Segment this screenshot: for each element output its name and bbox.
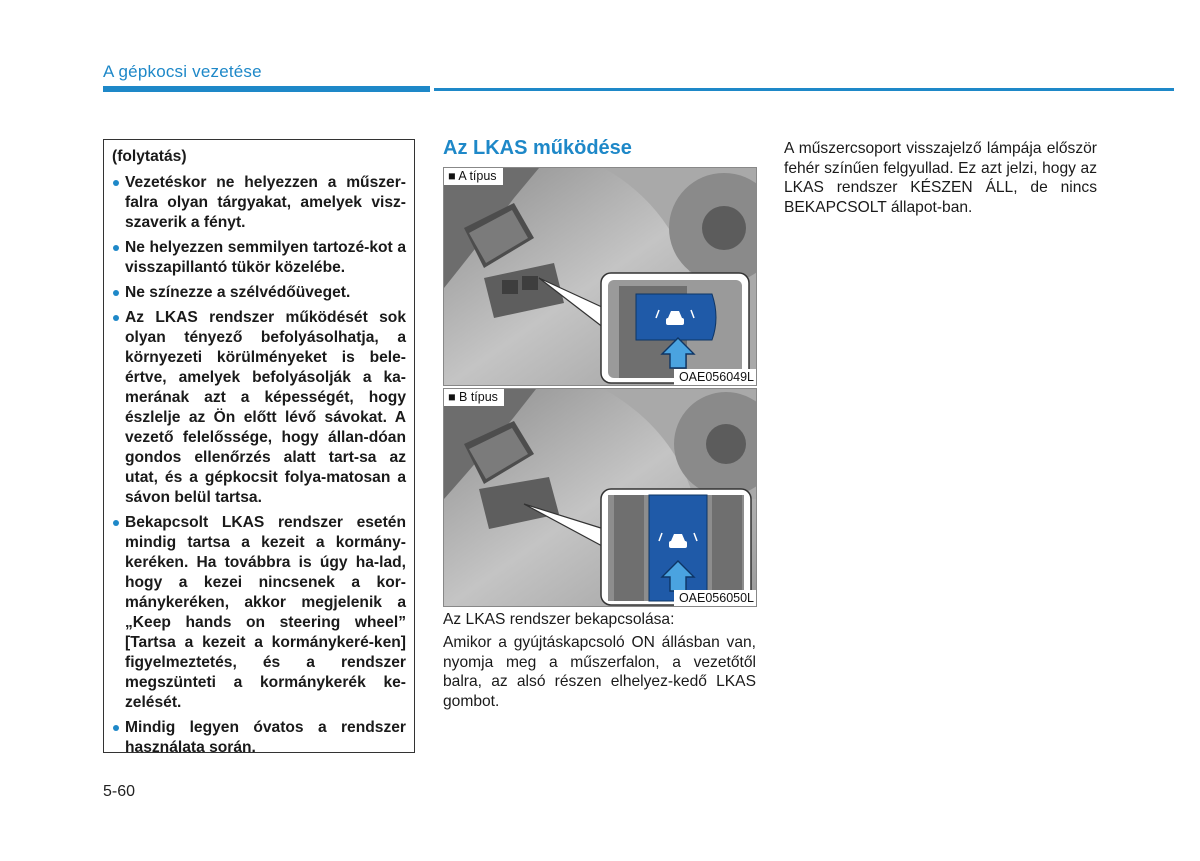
section-heading: Az LKAS működése bbox=[443, 137, 632, 159]
bullet-icon bbox=[113, 520, 119, 526]
figure-a-code: OAE056049L bbox=[674, 369, 756, 385]
figure-type-b bbox=[443, 388, 757, 607]
note-item-text: Bekapcsolt LKAS rendszer esetén mindig tartsa a kezeit a kormány-keréken. Ha továbbra is úgy ha-lad, hogy a kezei nincsenek a kor-mánykeréken, akkor megjelenik a „Keep hands on steering wheel” [Tartsa a kezeit a kormánykeré-ken] figyelmeztetés, és a rendszer megszünteti a kormánykerék ke-zelését. bbox=[125, 514, 406, 711]
note-list bbox=[112, 173, 406, 758]
section-title: A gépkocsi vezetése bbox=[103, 62, 262, 81]
bullet-icon bbox=[113, 245, 119, 251]
note-item-text: Ne helyezzen semmilyen tartozé-kot a visszapillantó tükör közelébe. bbox=[125, 239, 406, 276]
figure-b-code: OAE056050L bbox=[674, 590, 756, 606]
note-title: (folytatás) bbox=[112, 148, 187, 165]
bullet-icon bbox=[113, 725, 119, 731]
page-number: 5-60 bbox=[103, 783, 136, 800]
warning-note-box bbox=[103, 139, 415, 756]
indicator-description: A műszercsoport visszajelző lámpája először fehér színűen felgyullad. Ez azt jelzi, hogy az LKAS rendszer KÉSZEN ÁLL, de nincs BEKAPCSOLT állapot-ban. bbox=[784, 140, 1097, 216]
dashboard-illustration-b bbox=[444, 389, 757, 607]
note-item-text: Vezetéskor ne helyezzen a műszer-falra olyan tárgyakat, amelyek visz-szaverik a fényt. bbox=[125, 174, 406, 231]
header-rule-thick bbox=[103, 86, 430, 92]
bullet-icon bbox=[113, 315, 119, 321]
header-rule-thin bbox=[434, 88, 1174, 91]
note-item-text: Az LKAS rendszer működését sok olyan tényező befolyásolhatja, a környezeti körülményeket is bele-értve, amelyek befolyásolják a ka-merának azt a képességét, hogy észlelje az Ön előtt lévő sávokat. A vezető felelőssége, hogy állan-dóan gondos ellenőrzés alatt tart-sa az utat, és a gépkocsit folya-matosan a sávon belül tartsa. bbox=[125, 309, 406, 506]
activation-instructions: Amikor a gyújtáskapcsoló ON állásban van, nyomja meg a műszerfalon, a vezetőtől balra, az alsó részen elhelyez-kedő LKAS gombot. bbox=[443, 634, 756, 710]
note-item bbox=[112, 718, 406, 758]
figure-type-a bbox=[443, 167, 757, 386]
figure-b-label: ■ B típus bbox=[444, 389, 504, 406]
note-item bbox=[112, 173, 406, 233]
note-item-text: Mindig legyen óvatos a rendszer használata során. bbox=[125, 719, 406, 756]
note-item bbox=[112, 238, 406, 278]
note-item bbox=[112, 283, 406, 303]
note-item-text: Ne színezze a szélvédőüveget. bbox=[125, 284, 351, 301]
figure-a-label: ■ A típus bbox=[444, 168, 503, 185]
bullet-icon bbox=[113, 290, 119, 296]
activation-caption: Az LKAS rendszer bekapcsolása: bbox=[443, 611, 675, 628]
note-item bbox=[112, 513, 406, 713]
bullet-icon bbox=[113, 180, 119, 186]
note-item bbox=[112, 308, 406, 508]
dashboard-illustration-a bbox=[444, 168, 757, 386]
